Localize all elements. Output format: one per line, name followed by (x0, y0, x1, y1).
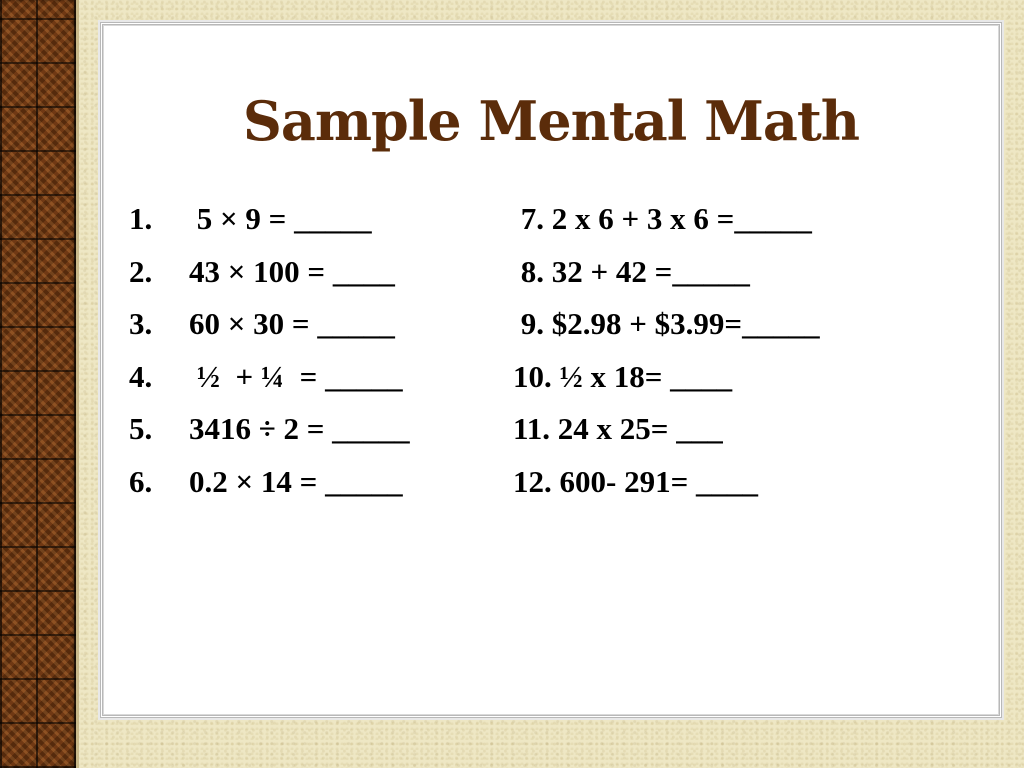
item-expression: 0.2 × 14 = _____ (189, 463, 403, 499)
item-text: 8. 32 + 42 =_____ (513, 253, 750, 289)
item-number: 4. (129, 358, 153, 394)
item-expression: 5 × 9 = _____ (189, 201, 372, 236)
list-item (513, 456, 820, 509)
item-number: 2. (129, 253, 153, 289)
item-number: 6. (129, 463, 153, 499)
item-number: 1. (129, 201, 153, 236)
item-expression: 3416 ÷ 2 = _____ (189, 411, 410, 446)
list-item (513, 351, 820, 404)
item-expression: 60 × 30 = _____ (189, 306, 395, 341)
list-item (129, 351, 410, 404)
item-expression: ½ + ¼ = _____ (189, 358, 403, 394)
item-text: 10. ½ x 18= ____ (513, 358, 733, 394)
strip-edge-divider (76, 0, 79, 768)
item-text: 9. $2.98 + $3.99=_____ (513, 306, 820, 341)
list-item (129, 456, 410, 509)
right-question-list (513, 193, 820, 508)
item-number: 3. (129, 306, 153, 341)
item-text: 7. 2 x 6 + 3 x 6 =_____ (513, 201, 812, 236)
item-expression: 43 × 100 = ____ (189, 253, 395, 289)
left-question-list (129, 193, 410, 508)
item-text: 12. 600- 291= ____ (513, 463, 758, 499)
list-item (129, 193, 410, 246)
list-item (129, 298, 410, 351)
list-item (513, 403, 820, 456)
list-item (513, 298, 820, 351)
decorative-side-strip (0, 0, 76, 768)
list-item (129, 403, 410, 456)
slide-content-panel (100, 22, 1002, 718)
list-item (513, 246, 820, 299)
item-number: 5. (129, 411, 153, 446)
item-text: 11. 24 x 25= ___ (513, 411, 723, 446)
slide-title: Sample Mental Math (242, 89, 860, 153)
list-item (513, 193, 820, 246)
list-item (129, 246, 410, 299)
